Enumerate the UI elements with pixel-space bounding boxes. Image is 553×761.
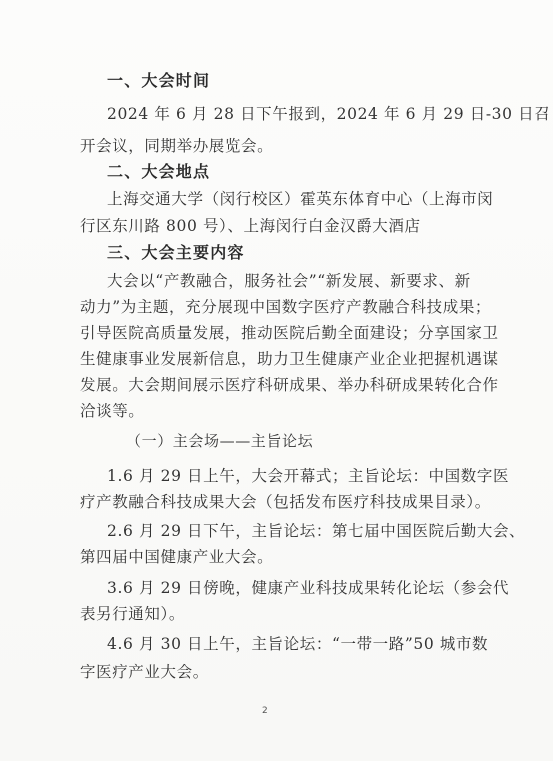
agenda-item-2-line-1: 2.6 月 29 日下午，主旨论坛：第七届中国医院后勤大会、 xyxy=(107,522,526,540)
agenda-item-1-line-2: 疗产教融合科技成果大会（包括发布医疗科技成果目录）。 xyxy=(80,493,491,511)
section-heading-venue: 二、大会地点 xyxy=(107,162,211,181)
content-line-1: 大会以“产教融合，服务社会”“新发展、新要求、新 xyxy=(107,272,471,290)
section-heading-time: 一、大会时间 xyxy=(107,71,211,90)
content-line-4: 生健康事业发展新信息，助力卫生健康产业企业把握机遇谋 xyxy=(80,350,499,368)
page-number: 2 xyxy=(262,706,268,716)
agenda-item-4-line-2: 字医疗产业大会。 xyxy=(80,663,209,681)
agenda-item-4-line-1: 4.6 月 30 日上午，主旨论坛：“一带一路”50 城市数 xyxy=(107,635,489,653)
content-line-2: 动力”为主题，充分展现中国数字医疗产教融合科技成果； xyxy=(80,298,492,316)
section-heading-content: 三、大会主要内容 xyxy=(107,243,245,262)
venue-line-1: 上海交通大学（闵行校区）霍英东体育中心（上海市闵 xyxy=(107,190,494,208)
agenda-item-2-line-2: 第四届中国健康产业大会。 xyxy=(80,548,274,566)
time-line-2: 开会议，同期举办展览会。 xyxy=(80,137,274,155)
agenda-item-3-line-1: 3.6 月 29 日傍晚，健康产业科技成果转化论坛（参会代 xyxy=(107,579,510,597)
agenda-item-3-line-2: 表另行通知）。 xyxy=(80,605,185,623)
agenda-item-1-line-1: 1.6 月 29 日上午，大会开幕式；主旨论坛：中国数字医 xyxy=(107,467,510,485)
content-line-6: 洽谈等。 xyxy=(80,402,145,420)
content-line-5: 发展。大会期间展示医疗科研成果、举办科研成果转化合作 xyxy=(80,376,499,394)
venue-line-2: 行区东川路 800 号）、上海闵行白金汉爵大酒店 xyxy=(80,217,421,235)
time-line-1: 2024 年 6 月 28 日下午报到，2024 年 6 月 29 日-30 日召 xyxy=(107,105,551,123)
content-line-3: 引导医院高质量发展，推动医院后勤全面建设；分享国家卫 xyxy=(80,324,499,342)
subsection-heading-main-forum: （一）主会场——主旨论坛 xyxy=(126,432,314,450)
